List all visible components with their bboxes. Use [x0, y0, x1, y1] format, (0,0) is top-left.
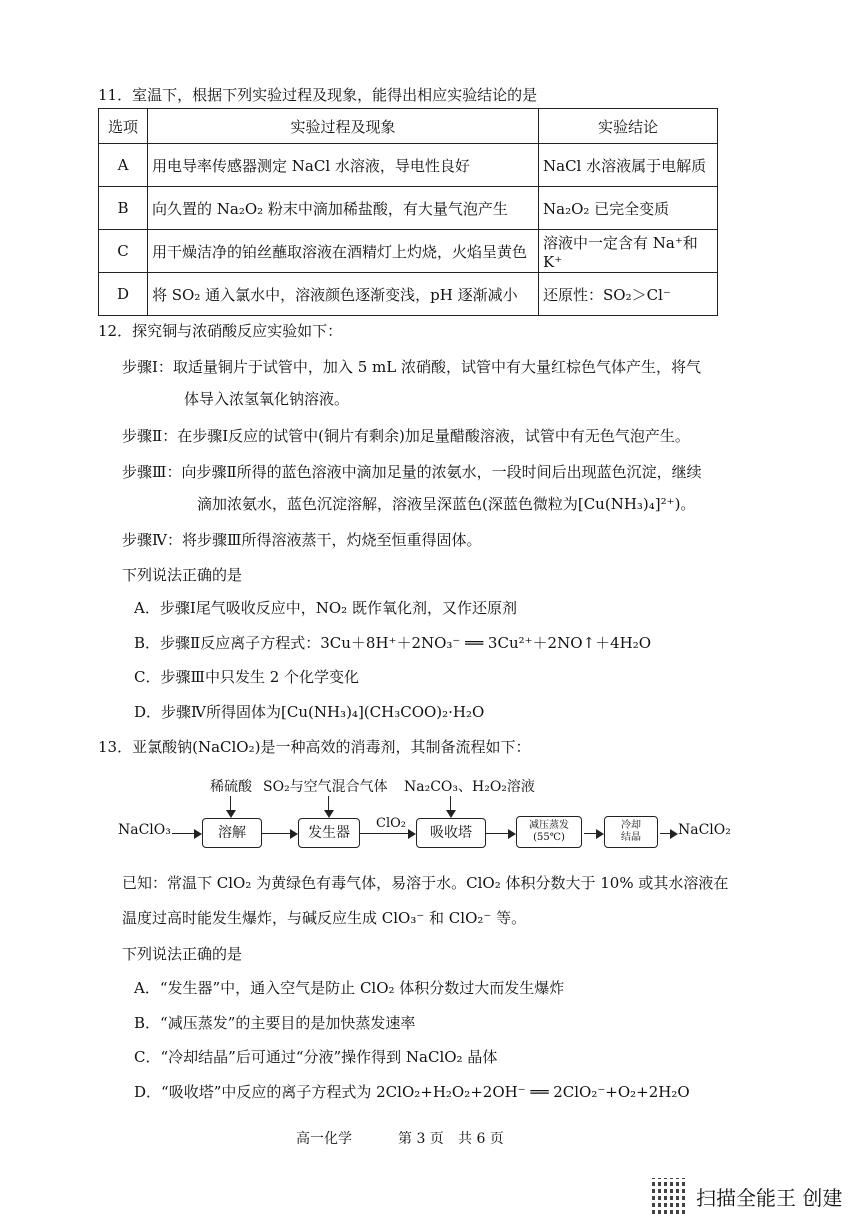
- footer-total: 共 6 页: [458, 1131, 504, 1147]
- q11-stem: 11．室温下，根据下列实验过程及现象，能得出相应实验结论的是: [98, 86, 538, 104]
- q12-stem: 12．探究铜与浓硝酸反应实验如下：: [98, 322, 343, 340]
- flow-box-crystallize: [604, 816, 658, 848]
- row-option: B: [99, 187, 148, 230]
- q13-option-b: B．“减压蒸发”的主要目的是加快蒸发速率: [134, 1014, 416, 1032]
- box-text: 冷却: [621, 820, 641, 831]
- table-row: [99, 187, 718, 230]
- output-label: NaClO₂: [678, 822, 731, 838]
- gas-label: ClO₂: [376, 816, 406, 831]
- header-conclusion: 实验结论: [539, 109, 718, 144]
- row-conclusion: 溶液中一定含有 Na⁺和 K⁺: [539, 230, 718, 273]
- row-conclusion: NaCl 水溶液属于电解质: [539, 144, 718, 187]
- q12-option-a: A．步骤Ⅰ尾气吸收反应中，NO₂ 既作氧化剂，又作还原剂: [134, 599, 517, 617]
- arrow-right-icon: [262, 833, 296, 834]
- row-process: 将 SO₂ 通入氯水中，溶液颜色逐渐变浅，pH 逐渐减小: [148, 273, 539, 316]
- arrow-down-icon: [230, 796, 231, 816]
- q11-table: [98, 108, 718, 316]
- arrow-right-icon: [360, 833, 414, 834]
- q13-known-cont: 温度过高时能发生爆炸，与碱反应生成 ClO₃⁻ 和 ClO₂⁻ 等。: [122, 909, 527, 927]
- row-process: 用干燥洁净的铂丝蘸取溶液在酒精灯上灼烧，火焰呈黄色: [148, 230, 539, 273]
- row-process: 向久置的 Na₂O₂ 粉末中滴加稀盐酸，有大量气泡产生: [148, 187, 539, 230]
- arrow-right-icon: [660, 833, 676, 834]
- q12-option-b: B．步骤Ⅱ反应离子方程式：3Cu＋8H⁺＋2NO₃⁻ ══ 3Cu²⁺＋2NO↑＋4H₂O: [134, 634, 652, 652]
- footer-page: 第 3 页: [398, 1131, 444, 1147]
- qr-code-icon: [652, 1178, 688, 1214]
- q13-option-a: A．“发生器”中，通入空气是防止 ClO₂ 体积分数过大而发生爆炸: [134, 979, 565, 997]
- row-process: 用电导率传感器测定 NaCl 水溶液，导电性良好: [148, 144, 539, 187]
- q13-ask: 下列说法正确的是: [122, 945, 243, 963]
- flow-box-absorber: 吸收塔: [416, 818, 486, 848]
- q13-stem: 13．亚氯酸钠(NaClO₂)是一种高效的消毒剂，其制备流程如下：: [98, 738, 531, 756]
- arrow-down-icon: [328, 796, 329, 816]
- table-row: [99, 144, 718, 187]
- input-label: NaClO₃: [118, 822, 171, 838]
- reagent-label: SO₂与空气混合气体: [263, 779, 388, 795]
- arrow-right-icon: [584, 833, 602, 834]
- header-option: 选项: [99, 109, 148, 144]
- row-option: C: [99, 230, 148, 273]
- q13-option-d: D．“吸收塔”中反应的离子方程式为 2ClO₂+H₂O₂+2OH⁻ ══ 2ClO₂⁻+O₂+2H₂O: [134, 1083, 690, 1101]
- scanner-watermark: 扫描全能王 创建: [696, 1186, 843, 1210]
- table-header-row: [99, 109, 718, 144]
- box-text: (55℃): [533, 832, 565, 843]
- flow-box-evaporate: [516, 816, 582, 848]
- box-text: 结晶: [621, 832, 641, 843]
- q12-step2: 步骤Ⅱ：在步骤Ⅰ反应的试管中(铜片有剩余)加足量醋酸溶液，试管中有无色气泡产生。: [122, 427, 690, 445]
- table-row: [99, 273, 718, 316]
- q12-option-d: D．步骤Ⅳ所得固体为[Cu(NH₃)₄](CH₃COO)₂·H₂O: [134, 703, 485, 721]
- row-conclusion: 还原性：SO₂＞Cl⁻: [539, 273, 718, 316]
- row-conclusion: Na₂O₂ 已完全变质: [539, 187, 718, 230]
- q12-option-c: C．步骤Ⅲ中只发生 2 个化学变化: [134, 668, 360, 686]
- arrow-down-icon: [450, 796, 451, 816]
- q12-step3: 步骤Ⅲ：向步骤Ⅱ所得的蓝色溶液中滴加足量的浓氨水，一段时间后出现蓝色沉淀，继续: [122, 463, 702, 481]
- footer-subject: 高一化学: [296, 1131, 352, 1147]
- flow-box-generator: 发生器: [298, 818, 360, 848]
- row-option: D: [99, 273, 148, 316]
- reagent-label: Na₂CO₃、H₂O₂溶液: [404, 779, 535, 795]
- q12-step1: 步骤Ⅰ：取适量铜片于试管中，加入 5 mL 浓硝酸，试管中有大量红棕色气体产生，将气: [122, 358, 701, 376]
- q13-known: 已知：常温下 ClO₂ 为黄绿色有毒气体，易溶于水。ClO₂ 体积分数大于 10% 或其水溶液在: [122, 874, 729, 892]
- table-row: [99, 230, 718, 273]
- row-option: A: [99, 144, 148, 187]
- q12-step4: 步骤Ⅳ：将步骤Ⅲ所得溶液蒸干，灼烧至恒重得固体。: [122, 531, 482, 549]
- header-process: 实验过程及现象: [148, 109, 539, 144]
- q12-step3-cont: 滴加浓氨水，蓝色沉淀溶解，溶液呈深蓝色(深蓝色微粒为[Cu(NH₃)₄]²⁺)。: [197, 495, 696, 513]
- arrow-right-icon: [172, 833, 200, 834]
- arrow-right-icon: [486, 833, 514, 834]
- reagent-label: 稀硫酸: [210, 779, 252, 795]
- q12-step1-cont: 体导入浓氢氧化钠溶液。: [184, 390, 350, 408]
- q13-option-c: C．“冷却结晶”后可通过“分液”操作得到 NaClO₂ 晶体: [134, 1048, 498, 1066]
- q12-ask: 下列说法正确的是: [122, 566, 243, 584]
- box-text: 减压蒸发: [529, 820, 569, 831]
- flow-box-dissolve: 溶解: [202, 818, 262, 848]
